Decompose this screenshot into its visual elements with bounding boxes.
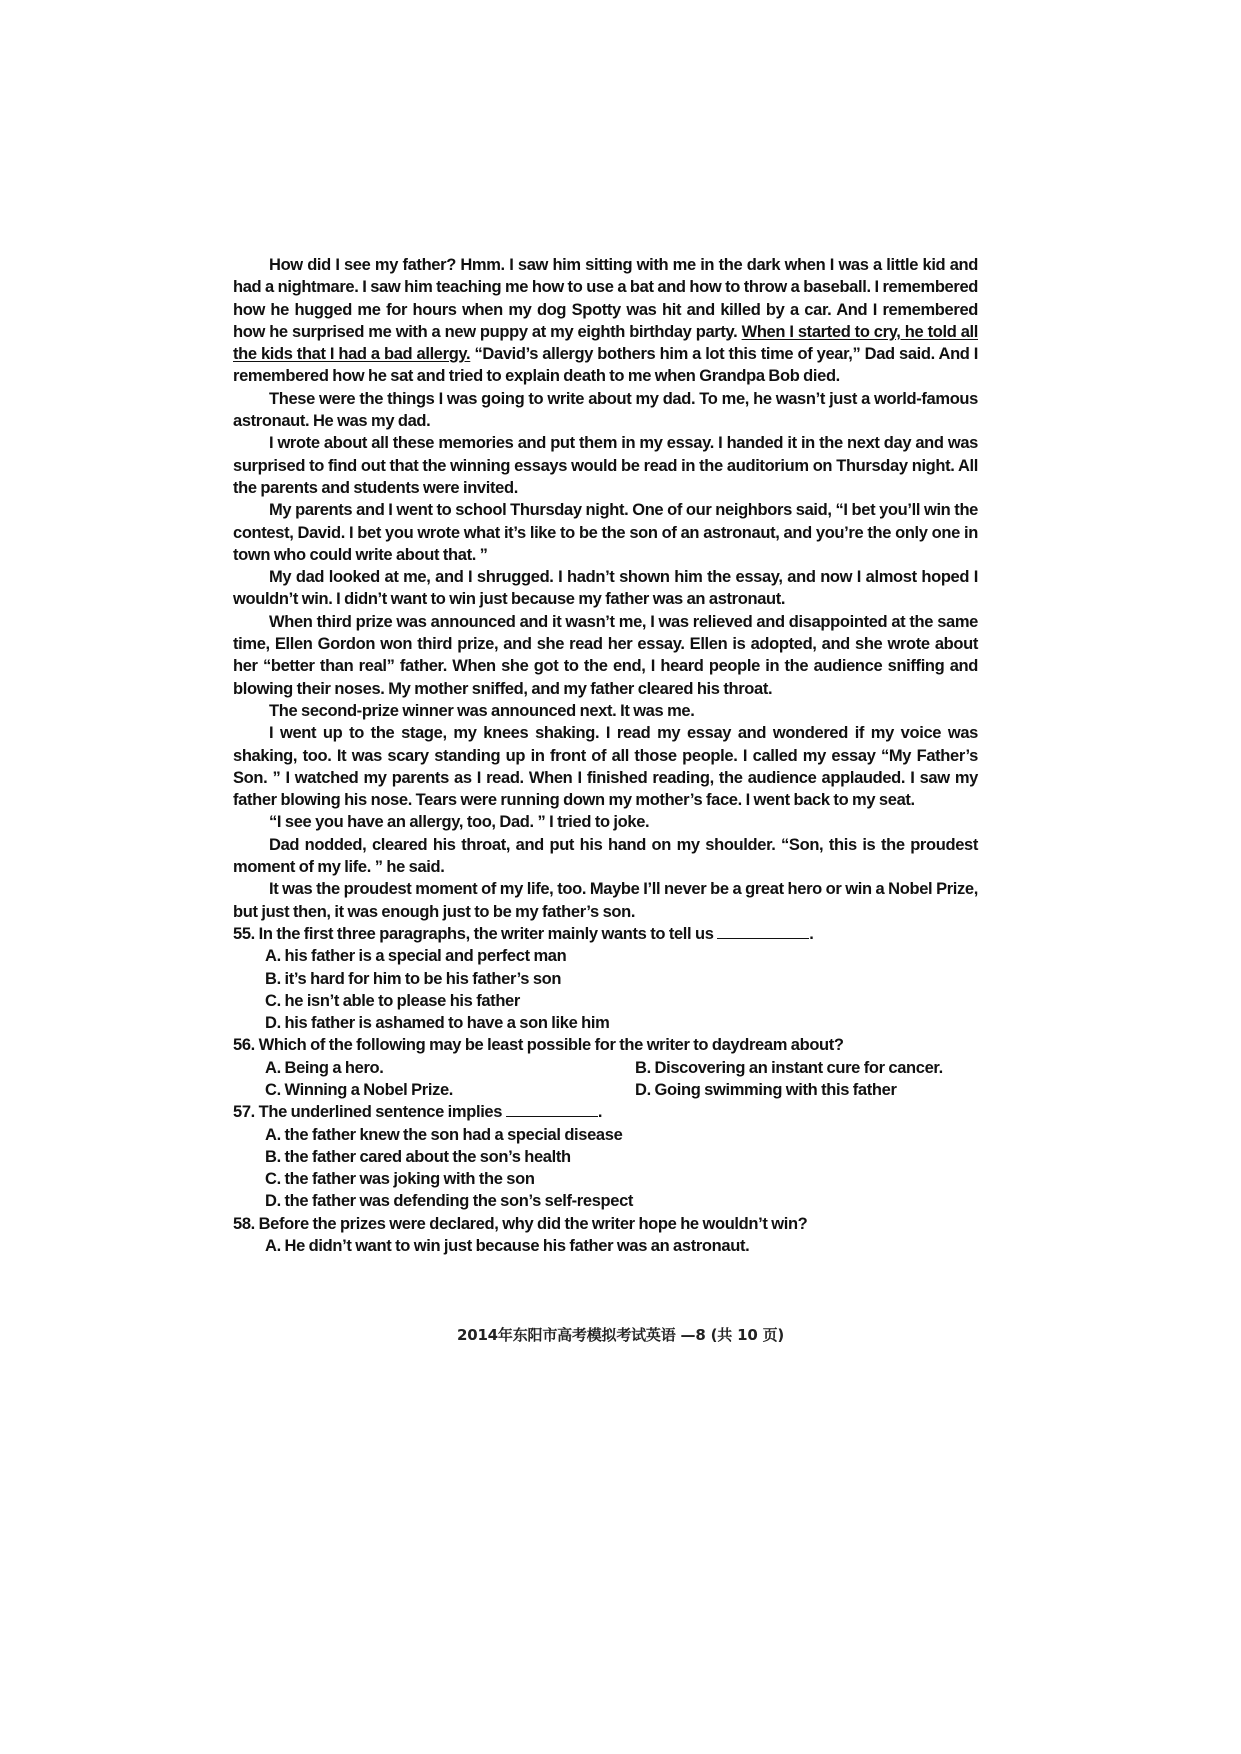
paragraph-11: It was the proudest moment of my life, too. Maybe I’ll never be a great hero or win a Nobel Prize, but just then, it was enough just to be my father’s son. [233,880,978,921]
option-d: D. Going swimming with this father [635,1080,897,1099]
question-57-stem: 57. The underlined sentence implies [233,1103,503,1122]
underlined-sentence: When I started to cry, he told all the kids that I had a bad allergy. [233,322,978,364]
option-row-cd [265,1079,978,1101]
paragraph-7: The second-prize winner was announced next. It was me. [269,701,695,720]
question-55-stem: 55. In the first three paragraphs, the writer mainly wants to tell us [233,924,714,943]
question-55 [233,923,978,1034]
paragraph-4: My parents and I went to school Thursday night. One of our neighbors said, “I bet you’ll win the contest, David. I bet you wrote what it’s like to be the son of an astronaut, and you’re the only one in town who could write about that. ” [233,501,978,564]
paragraph-5: My dad looked at me, and I shrugged. I hadn’t shown him the essay, and now I almost hoped I wouldn’t win. I didn’t want to win just because my father was an astronaut. [233,568,978,609]
option-d: D. the father was defending the son’s self-respect [265,1192,634,1211]
question-55-end: . [809,924,814,943]
question-stem [233,1101,978,1123]
paragraph-6: When third prize was announced and it wasn’t me, I was relieved and disappointed at the same time, Ellen Gordon won third prize, and she read her essay. Ellen is adopted, and she wrote about her “better than real” father. When she got to the end, I heard people in the audience sniffing and blowing their noses. My mother sniffed, and my father cleared his throat. [233,612,978,698]
option-c: C. Winning a Nobel Prize. [265,1080,454,1099]
option-b: B. Discovering an instant cure for cancer. [635,1058,943,1077]
question-stem [233,923,978,945]
paragraph-1-before: How did I see my father? Hmm. I saw him sitting with me in the dark when I was a little kid and had a nightmare. I saw him teaching me how to use a bat and how to throw a baseball. I remembered how he hugged me for hours when my dog Spotty was hit and killed by a car. And I remembered how he surprised me with a new puppy at my eighth birthday party. [233,256,978,341]
paragraph-3: I wrote about all these memories and put them in my essay. I handed it in the next day and was surprised to find out that the winning essays would be read in the auditorium on Thursday night. All the parents and students were invited. [233,434,978,497]
paragraph-9: “I see you have an allergy, too, Dad. ” I tried to joke. [269,813,650,832]
option-row-ab [265,1057,978,1079]
question-58-stem: 58. Before the prizes were declared, why did the writer hope he wouldn’t win? [233,1214,808,1233]
option-a: A. the father knew the son had a special disease [265,1125,623,1144]
option-c: C. the father was joking with the son [265,1170,535,1189]
question-57 [233,1101,978,1212]
option-b: B. it’s hard for him to be his father’s son [265,969,562,988]
paragraph-1-after: “David’s allergy bothers him a lot this time of year,” Dad said. And I remembered how he sat and tried to explain death to me when Grandpa Bob died. [233,345,979,386]
option-a: A. Being a hero. [265,1058,384,1077]
exam-page-content [233,254,978,1257]
option-c: C. he isn’t able to please his father [265,991,520,1010]
answer-blank [717,924,809,939]
paragraph-10: Dad nodded, cleared his throat, and put his hand on my shoulder. “Son, this is the proudest moment of my life. ” he said. [233,835,978,877]
paragraph-1 [233,254,978,388]
answer-blank [506,1102,598,1117]
paragraph-8: I went up to the stage, my knees shaking. I read my essay and wondered if my voice was shaking, too. It was scary standing up in front of all those people. I called my essay “My Father’s Son. ” I watched my parents as I read. When I finished reading, the audience applauded. I saw my father blowing his nose. Tears were running down my mother’s face. I went back to my seat. [233,724,978,810]
option-b: B. the father cared about the son’s health [265,1147,571,1166]
question-56 [233,1034,978,1101]
option-a: A. He didn’t want to win just because his father was an astronaut. [265,1237,750,1256]
option-a: A. his father is a special and perfect man [265,947,567,966]
question-56-stem: 56. Which of the following may be least possible for the writer to daydream about? [233,1036,844,1055]
page-footer: 2014年东阳市高考模拟考试英语 —8 (共 10 页) [456,1326,785,1344]
option-d: D. his father is ashamed to have a son like him [265,1014,610,1033]
question-58 [233,1213,978,1258]
question-57-end: . [597,1103,603,1122]
paragraph-2: These were the things I was going to write about my dad. To me, he wasn’t just a world-famous astronaut. He was my dad. [233,389,978,431]
